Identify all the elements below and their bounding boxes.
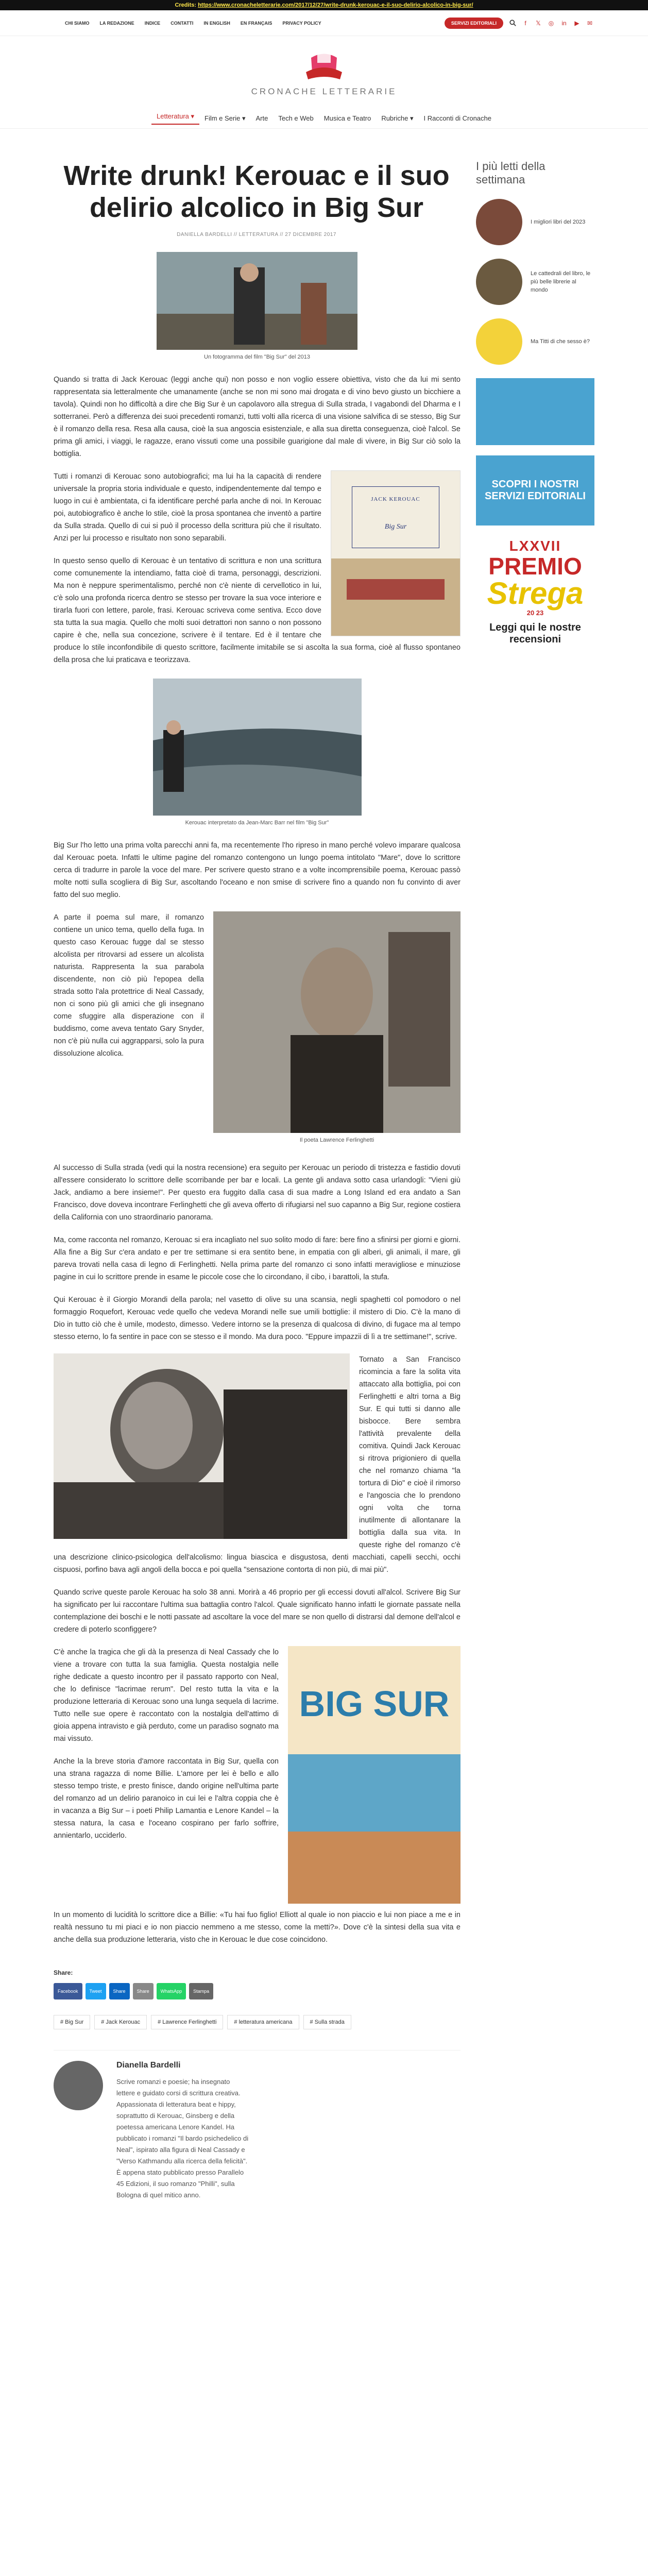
top-nav-item[interactable]: CHI SIAMO	[65, 20, 90, 26]
main-nav-item[interactable]: I Racconti di Cronache	[423, 114, 491, 122]
paragraph: Qui Kerouac è il Giorgio Morandi della parola; nel vasetto di olive su una scansia, negli spaghetti col pomodoro o nel formaggio Roquefort, Kerouac vede quello che vedeva Morandi nelle sue umili bottiglie: il mistero di Dio. C'è la mano di Dio in tutto ciò che è umile, modesto, dimesso. Vedere intorno se la presenza di qualcosa di divino, di fugace ma al tempo stesso eterno, lo fa sentire in pace con se stesso e il mondo. Ma dura poco. "Eppure impazzii di lì a tre settimane!", scrive.	[54, 1296, 461, 1341]
top-nav-item[interactable]: INDICE	[144, 20, 161, 26]
author-name[interactable]: Dianella Bardelli	[116, 2061, 181, 2070]
ferlinghetti-image	[213, 911, 461, 1133]
article-title: Write drunk! Kerouac e il suo delirio alcolico in Big Sur	[63, 160, 450, 223]
author-bio: Scrive romanzi e poesie; ha insegnato lettere e guidato corsi di scrittura creativa. Appassionata di letteratura beat e hippy, soprattutto di Kerouac, Ginsberg e della poetessa americana Lenore Kandel. Ha pubblicato i romanzi "Il bardo psichedelico di Neal", ispirato alla figura di Neal Cassady e "Verso Kathmandu alla ricerca della felicità". È appena stato pubblicato presso Parallelo 45 Edizioni, il suo romanzo "Philli", sulla Bologna di quel mitico anno.	[116, 2078, 249, 2199]
avatar[interactable]	[54, 2061, 103, 2110]
share-button[interactable]: Tweet	[86, 1983, 106, 1999]
credit-link[interactable]: https://www.cronacheletterarie.com/2017/12/27/write-drunk-kerouac-e-il-suo-delirio-alcolico-in-big-sur/	[198, 2, 473, 8]
article	[54, 144, 459, 2211]
tag[interactable]: # Sulla strada	[303, 2015, 351, 2029]
share-button[interactable]: Share	[109, 1983, 130, 1999]
top-nav-item[interactable]: PRIVACY POLICY	[282, 20, 321, 26]
strega-year: 20 23	[526, 609, 544, 617]
paragraph: In questo senso quello di Kerouac è un tentativo di scrittura e non una scrittura come comunemente la intendiamo, fatta cioè di trama, personaggi, descrizioni. Ma non è neppure sperimentalismo, perché non c'è niente di cervellotico in lui, c'è solo una profonda ricerca dentro se stesso per trovare la sua voce interiore e tirarla fuori con lettere, parole, frasi. Kerouac scriveva come sentiva. Ecco dove sta tutta la sua magia. Quello che molti suoi detrattori non sanno o non possono capire è che, nella sua concezione, scrivere è il tentare. Ed è il tentare che produce lo stile inconfondibile di questo scrittore, facilmente imitabile se si ascolta la sua forma, cioè al flusso spontaneo della prosa che lui praticava e teorizzava.	[54, 557, 461, 664]
most-read-list	[476, 199, 594, 445]
most-read-thumbnail[interactable]	[476, 259, 522, 305]
share-button[interactable]: Share	[133, 1983, 154, 1999]
image-caption: Un fotogramma del film "Big Sur" del 2013	[204, 354, 310, 360]
strega-premio: PREMIO	[488, 553, 582, 580]
most-read-item[interactable]	[476, 199, 594, 245]
main-nav-item[interactable]: Tech e Web	[278, 114, 314, 122]
instagram-icon[interactable]: ◎	[548, 19, 554, 27]
most-read-title[interactable]: Ma Titti di che sesso è?	[531, 338, 590, 345]
tag[interactable]: # Lawrence Ferlinghetti	[151, 2015, 223, 2029]
paragraph: In un momento di lucidità lo scrittore dice a Billie: «Tu hai fuo figlio! Elliott al quale io non piaccio e lui non piace a me e in realtà nessuno tu mi piaci e io non piaccio nemmeno a me stesso, come la metti?». Dove c'è la sintesi della sua vita e anche della sua produzione letteraria, visto che in Kerouac le due cose coincidono.	[54, 1911, 461, 1944]
main-nav-item[interactable]: Arte	[255, 114, 268, 122]
main-nav	[0, 108, 648, 129]
page-layout	[54, 129, 594, 2211]
servizi-editoriali-button[interactable]: SERVIZI EDITORIALI	[445, 18, 503, 29]
paragraph: Quando si tratta di Jack Kerouac (leggi anche qui) non posso e non voglio essere obiettiva, visto che da lui mi sento rappresentata sia letteralmente che umanamente (anche se non mi sono mai drogata e di vino bevo giusto un bicchiere a tavola). Quindi non ho difficoltà a dire che Big Sur è un capolavoro alla stregua di Sulla strada, I vagabondi del Dharma e I sotterranei. Però a differenza dei suoi precedenti romanzi, tutti volti alla ricerca di una visione salvifica di se stesso, Big Sur è il romanzo della resa. Resa alla causa, cioè la sua angoscia esistenziale, e alla sua diretta conseguenza, cioè l'alcol. Se prima gli amici, i viaggi, le ragazze, erano vissuti come una possibile guarigione dal male di vivere, in Big Sur ciò solo la bottiglia.	[54, 376, 461, 458]
strega-name: Strega	[487, 576, 584, 611]
main-nav-item[interactable]: Film e Serie ▾	[204, 114, 246, 122]
most-read-thumbnail[interactable]	[476, 199, 522, 245]
author-box	[54, 2050, 461, 2211]
ad-line2: SERVIZI EDITORIALI	[485, 490, 586, 502]
book-cover-image	[331, 470, 461, 636]
top-nav	[60, 21, 327, 26]
most-read-title[interactable]: I migliori libri del 2023	[531, 219, 586, 225]
x-icon[interactable]: 𝕏	[536, 19, 541, 27]
strega-cta[interactable]: Leggi qui le nostre recensioni	[489, 622, 581, 645]
share-button[interactable]: WhatsApp	[157, 1983, 186, 1999]
paragraph: C'è anche la tragica che gli dà la presenza di Neal Cassady che lo viene a trovare con tutta la sua famiglia. Questa nostalgia nelle righe dedicate a questo incontro per il passato rapporto con Neal, che lo definisce "lacrimae rerum". Del resto tutta la vita e la produzione letteraria di Kerouac sono una lunga sequela di lacrime. Tutto nelle sue opere è raccontato con la nostalgia dell'attimo di gioia appena intravisto e già perduto, come un paradiso sognato ma mai vissuto.	[54, 1648, 279, 1743]
credit-bar	[0, 0, 648, 10]
facebook-icon[interactable]: f	[524, 19, 526, 27]
tag[interactable]: # Jack Kerouac	[94, 2015, 147, 2029]
ferlinghetti-figure	[213, 911, 461, 1157]
most-read-title[interactable]: Le cattedrali del libro, le più belle librerie al mondo	[531, 270, 591, 293]
paragraph: Tornato a San Francisco ricomincia a fare la solita vita attaccato alla bottiglia, poi con Ferlinghetti e altri torna a Big Sur. E qui tutti si danno alle bisbocce. Bere sembra l'attività prevalente della comitiva. Quindi Jack Kerouac si ritrova prigioniero di quella che nel romanzo chiama "la tortura di Dio" e cioè il rimorso e l'angoscia che lo prendono ogni volta che torna inutilmente di allontanare la bottiglia dalla sua vita. In queste righe del romanzo c'è una descrizione clinico-psicologica dell'alcolismo: lingua biascica e disgustosa, denti macchiati, capelli secchi, occhi cispuosi, porfino bava agli angoli della bocca e poi quella "sensazione contorta di non più, di mai più".	[54, 1355, 461, 1574]
book-author: JACK KEROUAC	[371, 496, 420, 502]
image-caption: Il poeta Lawrence Ferlinghetti	[299, 1137, 374, 1143]
credit-prefix: Credits:	[175, 2, 197, 8]
paragraph: Tutti i romanzi di Kerouac sono autobiografici; ma lui ha la capacità di rendere universale la propria storia individuale e questo, indipendentemente dal tempo e luogo in cui è ambientata, ci fa identificare perché parla anche di noi. In Kerouac poi, autobiografico è anche lo stile, cioè la prosa spontanea che inventò a partire da Sulla strada. Quello di cui si può il processo della scrittura più che il risultato. Anzi per lui processo e risultato non sono separabili.	[54, 472, 321, 543]
site-title: CRONACHE LETTERARIE	[251, 87, 397, 96]
tag[interactable]: # Big Sur	[54, 2015, 90, 2029]
paragraph: Al successo di Sulla strada (vedi qui la nostra recensione) era seguito per Kerouac un periodo di tristezza e fastidio dovuti all'essere considerato lo scrittore delle scorribande per bar e locali. La gente gli andava sotto casa urlandogli: "Vieni giù Jack, andiamo a bere insieme!". Per questo era fuggito dalla casa di sua madre a Long Island ed era andato a San Francisco, dove doveva incontrare Ferlinghetti che gli aveva offerto di rifugiarsi nel suo capanno a Big Sur, regione costiera della California con uno straordinario panorama.	[54, 1164, 461, 1222]
most-read-thumbnail[interactable]	[476, 318, 522, 365]
paragraph: A parte il poema sul mare, il romanzo contiene un unico tema, quello della fuga. In questo caso Kerouac fugge dal se stesso alcolista per ritrovarsi ad essere un alcolista naturista. Rappresenta la sua parabola discendente, non ciò più l'epopea della strada sotto l'ala protettrice di Neal Cassady, non ci sono più gli amici che gli insegnano come sfuggire alla disperazione con il buddismo, come aveva tentato Gary Snyder, non c'è più nulla cui aggrapparsi, solo la pura dissoluzione alcolica.	[54, 913, 204, 1058]
paragraph: Big Sur l'ho letto una prima volta parecchi anni fa, ma recentemente l'ho ripreso in mano perché volevo imparare qualcosa dal Kerouac poeta. Infatti le ultime pagine del romanzo contengono un lungo poema intitolato "Mare", dove lo scrittore cerca di tradurre in parole la voce del mare. Per scrivere questo strano e a volte incomprensibile poema, Kerouac passò molte notti sulla scogliera di Big Sur, ascoltando l'oceano e non smise di scrivere fino a quando non fu convinto di aver fatto del suo meglio.	[54, 841, 461, 899]
most-read-item[interactable]	[476, 259, 594, 305]
tag[interactable]: # letteratura americana	[227, 2015, 299, 2029]
kerouac-portrait-image	[54, 1353, 350, 1539]
share-title: Share:	[54, 1969, 73, 1976]
ad-line1: SCOPRI I NOSTRI	[491, 479, 579, 490]
search-icon[interactable]	[509, 20, 516, 27]
servizi-editoriali-ad[interactable]	[476, 455, 594, 526]
youtube-icon[interactable]: ▶	[574, 19, 579, 27]
site-branding	[0, 36, 648, 108]
article-meta: DANIELLA BARDELLI // LETTERATURA // 27 DICEMBRE 2017	[177, 232, 336, 238]
share-buttons	[54, 1983, 461, 1999]
main-nav-item[interactable]: Rubriche ▾	[381, 114, 414, 122]
paragraph: Quando scrive queste parole Kerouac ha solo 38 anni. Morirà a 46 proprio per gli eccessi dovuti all'alcol. Scrivere Big Sur ha significato per lui raccontare l'ultima sua battaglia contro l'alcol. Quale significato hanno infatti le giornate passate nella contemplazione dei boschi e le notti passate ad ascoltare la voce del mare se non quello di distrarsi dal demone dell'alcol e credere di poterlo sconfiggere?	[54, 1588, 461, 1634]
email-icon[interactable]: ✉	[587, 19, 593, 27]
paragraph: Ma, come racconta nel romanzo, Kerouac si era incagliato nel suo solito modo di fare: bere fino a sfinirsi per giorni e giorni. Alla fine a Big Sur c'era andato e per tre settimane si era sentito bene, in empatia con gli alberi, gli animali, il mare, gli pareva trovati nella casa di legno di Ferlinghetti. Nella prima parte del romanzo ci sono infatti meravigliose e minuziose pagine in cui lo scrittore prende in esame le piccole cose che lo circondano, il cibo, i barattoli, la stufa.	[54, 1236, 461, 1281]
share-button[interactable]: Stampa	[189, 1983, 213, 1999]
top-nav-item[interactable]: IN ENGLISH	[203, 20, 230, 26]
main-nav-item[interactable]: Musica e Teatro	[323, 114, 371, 122]
top-right	[445, 18, 593, 29]
jean-marc-barr-image	[153, 679, 362, 816]
sidebar-title: I più letti della settimana	[476, 160, 545, 186]
book-title: Big Sur	[384, 523, 407, 531]
top-bar	[0, 10, 648, 36]
linkedin-icon[interactable]: in	[561, 19, 567, 27]
top-nav-item[interactable]: EN FRANÇAIS	[240, 20, 272, 26]
tag-list	[54, 2015, 461, 2029]
sidebar-banner[interactable]	[476, 378, 594, 445]
big-sur-poster-image	[288, 1646, 461, 1904]
paragraph: Anche la la breve storia d'amore raccontata in Big Sur, quella con una strana ragazza di nome Billie. L'amore per lei è bello e allo stesso tempo triste, e presto finisce, dando origine nell'ultima parte del romanzo ad un delirio paranoico in cui lei e l'altra coppia che è in vacanza a Big Sur – i poeti Philip Lamantia e Lenore Kandel – la stessa natura, la casa e l'oceano cospirano per farlo soffrire, annientarlo, ucciderlo.	[54, 1757, 279, 1840]
main-nav-item[interactable]: Letteratura ▾	[151, 112, 199, 125]
sidebar	[476, 144, 594, 2211]
premio-strega-banner[interactable]	[476, 538, 594, 646]
site-logo[interactable]	[296, 47, 352, 83]
top-nav-item[interactable]: CONTATTI	[170, 20, 194, 26]
top-nav-item[interactable]: LA REDAZIONE	[99, 20, 134, 26]
strega-number: LXXVII	[509, 538, 561, 554]
share-button[interactable]: Facebook	[54, 1983, 82, 1999]
poster-title: BIG SUR	[299, 1684, 450, 1724]
article-body	[54, 252, 461, 1999]
most-read-item[interactable]	[476, 318, 594, 365]
film-still-image	[157, 252, 357, 350]
image-caption: Kerouac interpretato da Jean-Marc Barr nel film "Big Sur"	[185, 820, 329, 826]
